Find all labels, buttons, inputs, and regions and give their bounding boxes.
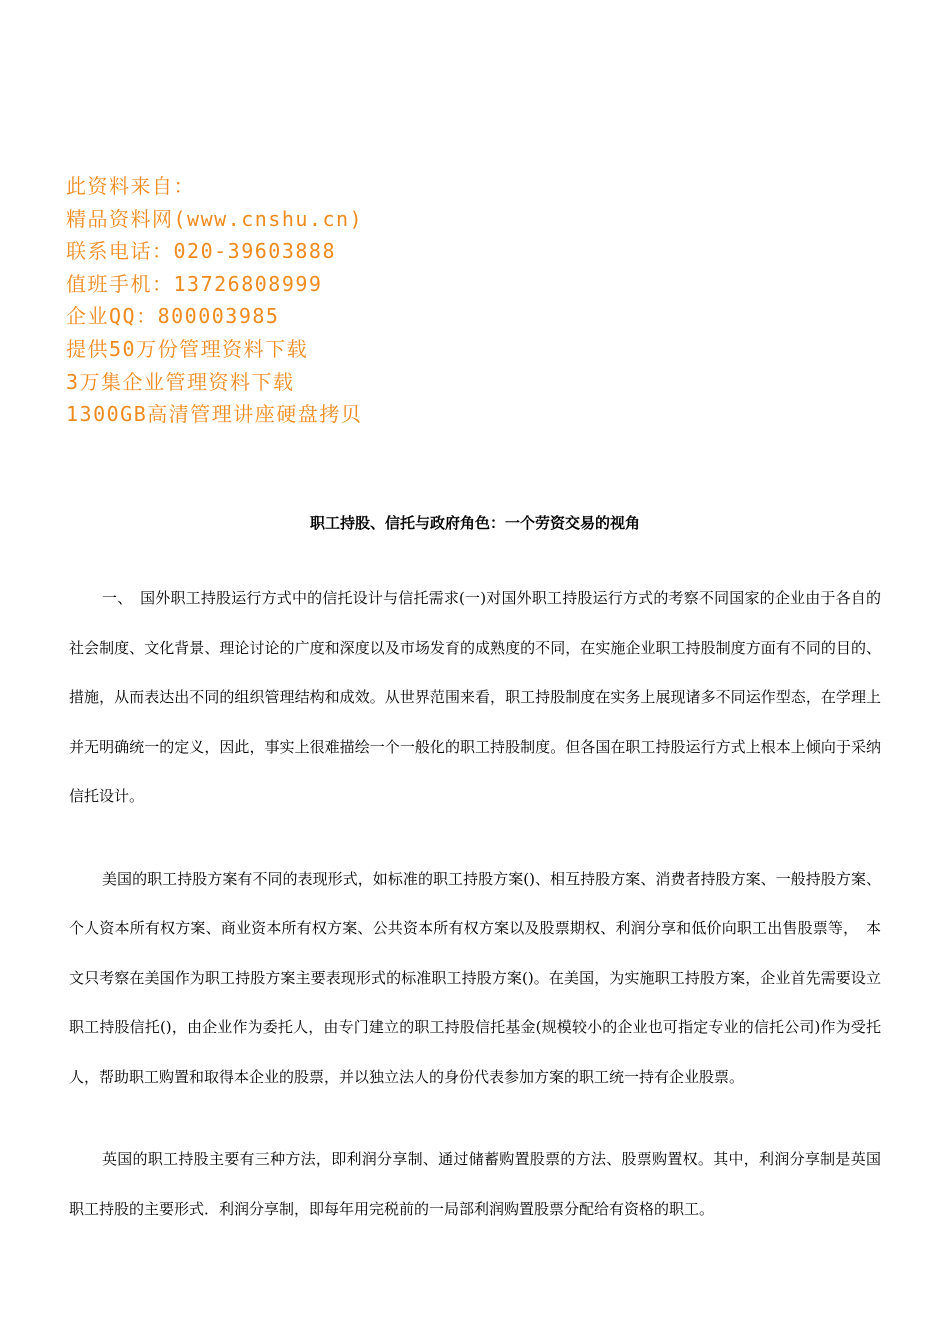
paragraph-2: 美国的职工持股方案有不同的表现形式，如标准的职工持股方案()、相互持股方案、消费者持股方案、一般持股方案、个人资本所有权方案、商业资本所有权方案、公共资本所有权方案以及股票期权、利润分享和低价向职工出售股票等， 本文只考察在美国作为职工持股方案主要表现形式的标准职工持股方案()。在美国，为实施职工持股方案，企业首先需要设立职工持股信托()，由企业作为委托人，由专门建立的职工持股信托基金(规模较小的企业也可指定专业的信托公司)作为受托人，帮助职工购置和取得本企业的股票，并以独立法人的身份代表参加方案的职工统一持有企业股票。 (69, 869, 881, 1086)
paragraph-3: 英国的职工持股主要有三种方法，即利润分享制、通过储蓄购置股票的方法、股票购置权。其中，利润分享制是英国职工持股的主要形式．利润分享制，即每年用完税前的一局部利润购置股票分配给有资格的职工。 (69, 1150, 881, 1218)
advert-line-phone: 联系电话：020-39603888 (66, 239, 336, 264)
document-title: 职工持股、信托与政府角色：一个劳资交易的视角 (309, 514, 640, 532)
advert-line-mobile: 值班手机：13726808999 (66, 271, 323, 296)
advert-line-offer-3: 1300GB高清管理讲座硬盘拷贝 (66, 402, 363, 427)
advert-line-source: 此资料来自： (66, 174, 195, 198)
advert-line-qq: 企业QQ：800003985 (66, 304, 280, 329)
advert-line-offer-2: 3万集企业管理资料下载 (66, 369, 295, 394)
paragraph-1: 一、 国外职工持股运行方式中的信托设计与信托需求(一)对国外职工持股运行方式的考察不同国家的企业由于各自的社会制度、文化背景、理论讨论的广度和深度以及市场发育的成熟度的不同，在实施企业职工持股制度方面有不同的目的、措施，从而表达出不同的组织管理结构和成效。从世界范围来看，职工持股制度在实务上展现诸多不同运作型态，在学理上并无明确统一的定义，因此，事实上很难描绘一个一般化的职工持股制度。但各国在职工持股运行方式上根本上倾向于采纳信托设计。 (69, 589, 881, 805)
advert-line-offer-1: 提供50万份管理资料下载 (66, 336, 309, 361)
document-body (69, 574, 881, 1267)
source-advert-block (66, 170, 566, 431)
advert-line-website: 精品资料网(www.cnshu.cn) (66, 206, 364, 231)
